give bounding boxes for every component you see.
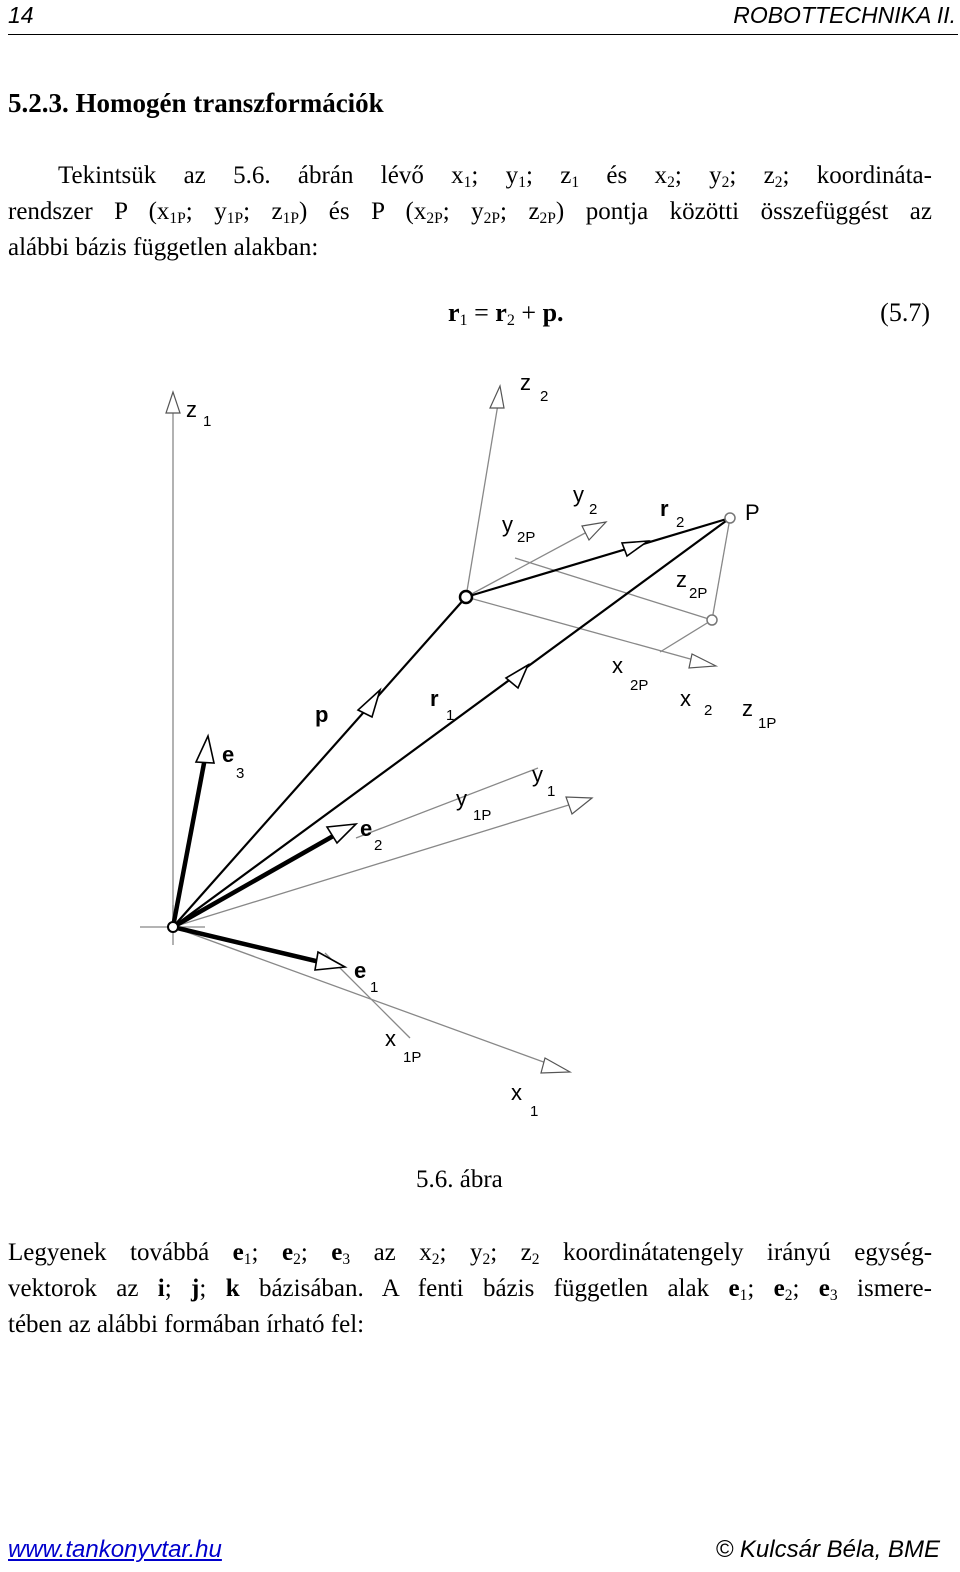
- label-z2: z: [520, 370, 531, 395]
- label-x2p: x: [612, 653, 623, 678]
- projection-y1p: [356, 768, 538, 838]
- svg-text:2P: 2P: [689, 585, 708, 602]
- footer-website-link[interactable]: www.tankonyvtar.hu: [8, 1536, 222, 1563]
- vector-p-arrowhead: [358, 690, 380, 717]
- label-r1: r: [430, 686, 439, 711]
- label-p: p: [315, 702, 329, 727]
- point-projection: [707, 615, 717, 625]
- label-e3: e: [222, 742, 235, 767]
- vector-e2: [173, 835, 335, 927]
- intro-line-2: rendszer P ($x_{1P}$; $y_{1P}$; $z_{1P}$) és P ($x_{2P}$; $y_{2P}$; $z_{2P}$) pontja közötti összefüggést az: [8, 198, 932, 227]
- page-number: 14: [8, 2, 34, 28]
- e3-arrowhead: [196, 736, 214, 763]
- svg-text:2: 2: [704, 702, 713, 719]
- projection-x2p: [660, 620, 712, 652]
- page-header: [8, 0, 958, 35]
- svg-text:2: 2: [589, 501, 598, 518]
- z1-arrowhead: [166, 392, 180, 413]
- y1-axis: [173, 800, 585, 927]
- label-P: P: [745, 500, 760, 525]
- svg-text:1P: 1P: [473, 807, 492, 824]
- vector-r1-arrowhead: [506, 665, 528, 688]
- label-y2: y: [573, 482, 584, 507]
- x1-axis: [173, 927, 560, 1068]
- label-e1: e: [354, 958, 367, 983]
- para2-line-2: vektorok az i; j; k bázisában. A fenti bázis független alak $e_1$; $e_2$; $e_3$ ismere-: [8, 1275, 932, 1304]
- label-y2p: y: [502, 512, 513, 537]
- svg-text:1: 1: [446, 707, 455, 724]
- label-r2: r: [660, 496, 669, 521]
- label-e2: e: [360, 816, 373, 841]
- label-z1p: z: [742, 696, 753, 721]
- svg-text:1: 1: [547, 783, 556, 800]
- label-y1: y: [532, 762, 543, 787]
- unit-vector-paragraph: [8, 1235, 932, 1343]
- coordinate-systems-figure: [0, 350, 960, 1160]
- intro-line-3: alábbi bázis független alakban:: [8, 234, 319, 261]
- label-x1p: x: [385, 1026, 396, 1051]
- origin-2-point: [460, 591, 472, 603]
- vector-r2-arrowhead: [622, 541, 648, 556]
- svg-text:1: 1: [530, 1103, 539, 1120]
- z2-axis: [466, 392, 500, 597]
- svg-text:2P: 2P: [517, 529, 536, 546]
- equation-5-7: $r_1 = r_2 + p$.: [448, 298, 564, 330]
- label-z2p: z: [676, 567, 687, 592]
- svg-text:2P: 2P: [630, 677, 649, 694]
- y2-arrowhead: [582, 522, 606, 540]
- vector-p: [173, 597, 466, 927]
- label-x1: x: [511, 1080, 522, 1105]
- svg-text:2: 2: [374, 837, 383, 854]
- figure-caption: 5.6. ábra: [416, 1166, 503, 1193]
- intro-line-1: Tekintsük az 5.6. ábrán lévő $x_1$; $y_1$; $z_1$ és $x_2$; $y_2$; $z_2$; koordináta-: [58, 162, 932, 191]
- para2-line-3: tében az alábbi formában írható fel:: [8, 1311, 365, 1338]
- e2-arrowhead: [327, 824, 356, 843]
- e1-arrowhead: [315, 952, 345, 970]
- svg-text:1P: 1P: [758, 715, 777, 732]
- vector-e1: [173, 927, 320, 962]
- x1-arrowhead: [541, 1058, 570, 1073]
- svg-text:1: 1: [370, 979, 379, 996]
- label-x2: x: [680, 686, 691, 711]
- origin-1-point: [168, 922, 178, 932]
- x2-axis: [466, 597, 712, 665]
- svg-text:1: 1: [203, 413, 212, 430]
- svg-text:2: 2: [676, 514, 685, 531]
- intro-paragraph: [8, 158, 932, 266]
- section-title: 5.2.3. Homogén transzformációk: [8, 88, 384, 118]
- point-P: [725, 513, 735, 523]
- svg-text:2: 2: [540, 388, 549, 405]
- x2-arrowhead: [689, 654, 716, 668]
- projection-z1p: [712, 518, 730, 620]
- y1-arrowhead: [566, 797, 592, 814]
- label-z1: z: [186, 397, 197, 422]
- svg-text:1P: 1P: [403, 1049, 422, 1066]
- equation-number: (5.7): [880, 298, 930, 327]
- svg-text:3: 3: [236, 765, 245, 782]
- vector-e3: [173, 758, 205, 927]
- book-title: ROBOTTECHNIKA II.: [733, 2, 956, 28]
- para2-line-1: Legyenek továbbá $e_1$; $e_2$; $e_3$ az $x_2$; $y_2$; $z_2$ koordinátatengely irányú egység-: [8, 1239, 933, 1268]
- z2-arrowhead: [490, 386, 504, 408]
- footer-copyright: © Kulcsár Béla, BME: [715, 1536, 940, 1563]
- label-y1p: y: [456, 786, 467, 811]
